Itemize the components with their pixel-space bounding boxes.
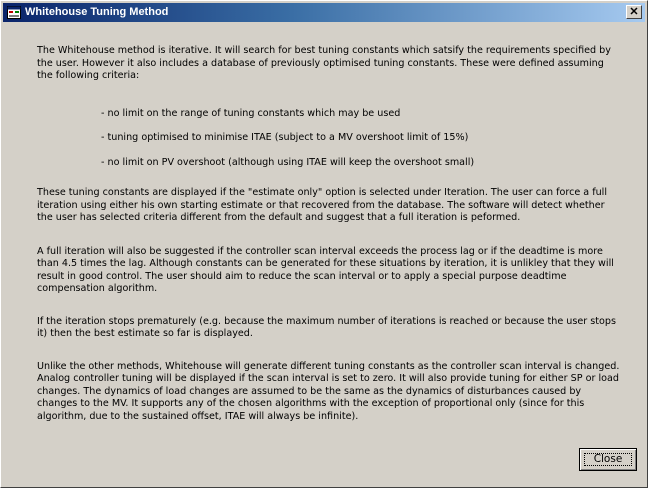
close-icon[interactable]: ✕ xyxy=(626,5,642,19)
window-title: Whitehouse Tuning Method xyxy=(25,6,169,18)
criteria-item: - no limit on PV overshoot (although using ITAE will keep the overshoot small) xyxy=(101,156,475,168)
paragraph-premature-stop: If the iteration stops prematurely (e.g. because the maximum number of iterations is reached or because the user stops it) then the best estimate so far is displayed. xyxy=(37,315,616,339)
focus-rectangle xyxy=(584,453,632,466)
app-icon xyxy=(7,6,21,19)
paragraph-estimate: These tuning constants are displayed if the "estimate only" option is selected under Iteration. The user can force a full iteration using either his own starting estimate or that recovered from the database. The software will detect whether the user has selected criteria different from the default and suggest that a full iteration is peformed. xyxy=(37,187,608,223)
criteria-item: - tuning optimised to minimise ITAE (subject to a MV overshoot limit of 15%) xyxy=(101,132,469,143)
paragraph-scan-interval: Unlike the other methods, Whitehouse will generate different tuning constants as the controller scan interval is changed. Analog controller tuning will be displayed if the scan interval is set to zero. It will also provide tuning for either SP or load changes. The dynamics of load changes are assumed to be the same as the dynamics of disturbances caused by changes to the MV. It supports any of the chosen algorithms with the exception of proportional only (since for this algorithm, due to the sustained offset, ITAE will always be infinite). xyxy=(37,360,620,422)
paragraph-intro: The Whitehouse method is iterative. It will search for best tuning constants which satsify the requirements specified by the user. However it also includes a database of previously optimised tuning constants. These were defined assuming the following criteria: xyxy=(37,45,611,81)
paragraph-full-iteration: A full iteration will also be suggested if the controller scan interval exceeds the process lag or if the deadtime is more than 4.5 times the lag. Although constants can be generated for these situations by iteration, it is unlikley that they will result in good control. The user should aim to reduce the scan interval or to apply a special purpose deadtime compensation algorithm. xyxy=(37,245,614,294)
help-text xyxy=(37,45,622,423)
close-button-label: Close xyxy=(593,453,623,465)
title-bar[interactable] xyxy=(3,3,645,22)
close-button[interactable] xyxy=(579,448,637,471)
criteria-item: - no limit on the range of tuning constants which may be used xyxy=(101,107,401,119)
